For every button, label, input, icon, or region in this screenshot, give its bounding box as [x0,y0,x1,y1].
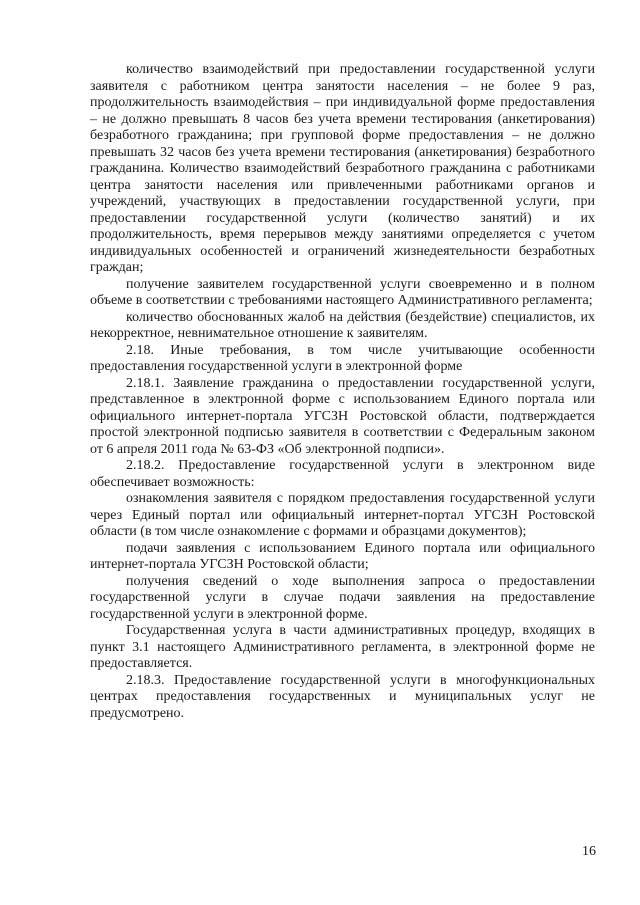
list-item-application-submission: подачи заявления с использованием Единого портала или официального интернет-портала УГСЗН Ростовской области; [90,540,595,572]
paragraph-interaction-count: количество взаимодействий при предоставлении государственной услуги заявителя с работником центра занятости населения – не более 9 раз, продолжительность взаимодействия – при индивидуальной форме предоставления – не должно превышать 8 часов без учета времени тестирования (анкетирования) безработного гражданина; при групповой форме предоставления – не должно превышать 32 часов без учета времени тестирования (анкетирования) безработного гражданина. Количество взаимодействий безработного гражданина с работниками центра занятости населения или привлеченными работниками органов и учреждений, участвующих в предоставлении государственной услуги, при предоставлении государственной услуги (количество занятий) и их продолжительность, время перерывов между занятиями определяется с учетом индивидуальных особенностей и ограничений жизнедеятельности безработных граждан; [90,62,595,275]
paragraph-complaints: количество обоснованных жалоб на действия (бездействие) специалистов, их некорректное, невнимательное отношение к заявителям. [90,309,595,341]
page-number: 16 [582,844,596,859]
paragraph-2-18-1: 2.18.1. Заявление гражданина о предоставлении государственной услуги, представленное в электронной форме с использованием Единого портала или официального интернет-портала УГСЗН Ростовской области, подтверждается простой электронной подписью заявителя в соответствии с Федеральным законом от 6 апреля 2011 года № 63-ФЗ «Об электронной подписи». [90,375,595,457]
paragraph-timely-service: получение заявителем государственной услуги своевременно и в полном объеме в соответствии с требованиями настоящего Административного регламента; [90,276,595,308]
paragraph-2-18-2: 2.18.2. Предоставление государственной услуги в электронном виде обеспечивает возможность: [90,458,595,490]
list-item-familiarization: ознакомления заявителя с порядком предоставления государственной услуги через Единый портал или официальный интернет-портал УГСЗН Ростовской области (в том числе ознакомление с формами и образцами документов); [90,491,595,539]
paragraph-not-provided-electronically: Государственная услуга в части административных процедур, входящих в пункт 3.1 настоящего Административного регламента, в электронной форме не предоставляется. [90,623,595,671]
list-item-request-status: получения сведений о ходе выполнения запроса о предоставлении государственной услуги в случае подачи заявления на предоставление государственной услуги в электронной форме. [90,573,595,622]
section-heading-2-18: 2.18. Иные требования, в том числе учитывающие особенности предоставления государственной услуги в электронной форме [90,342,595,374]
document-body [90,62,595,722]
paragraph-2-18-3: 2.18.3. Предоставление государственной услуги в многофункциональных центрах предоставления государственных и муниципальных услуг не предусмотрено. [90,672,595,721]
